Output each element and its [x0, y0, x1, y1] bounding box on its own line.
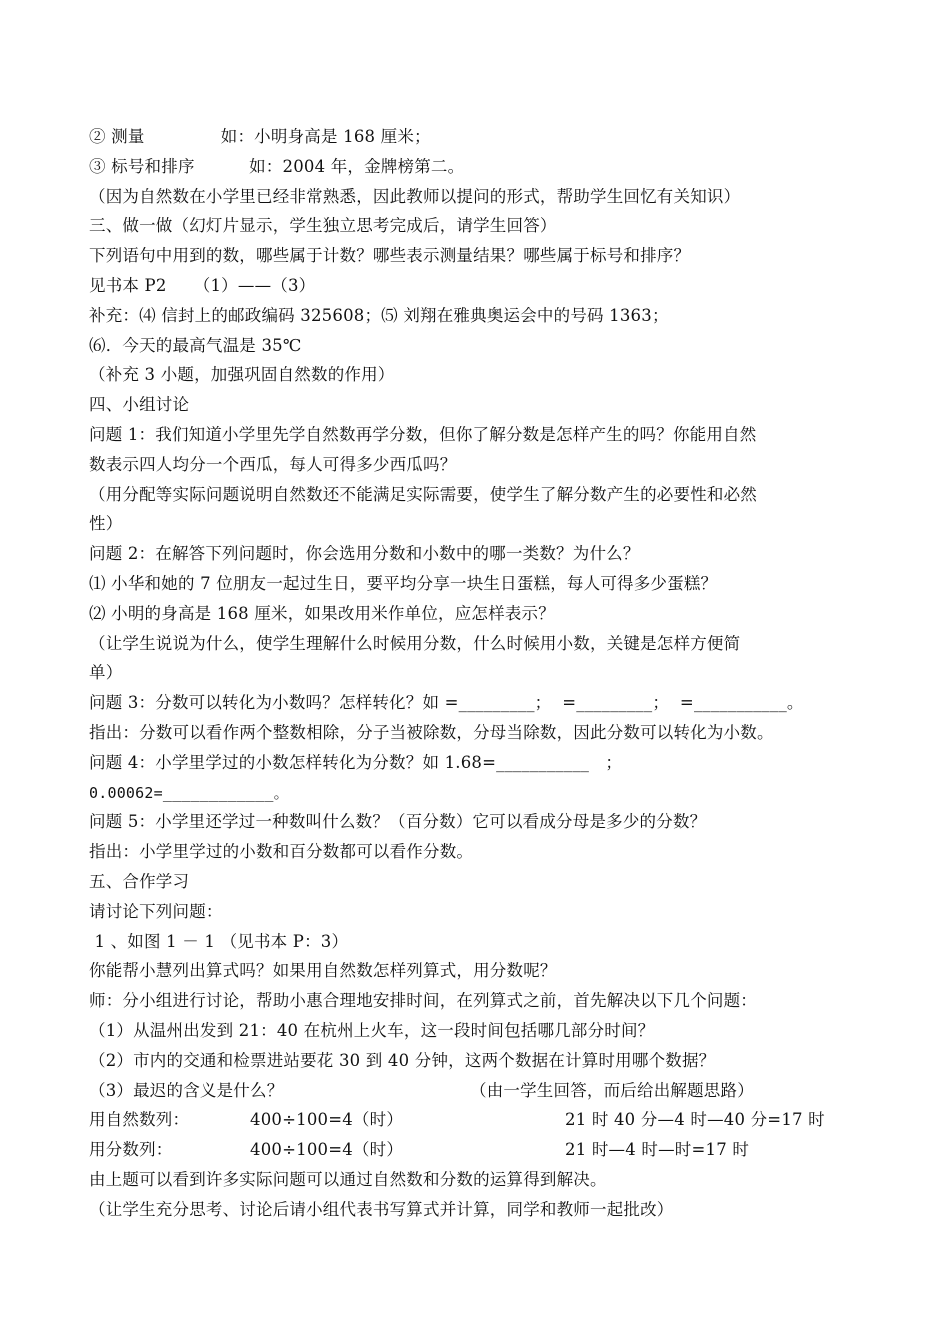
section-heading: 四、小组讨论	[89, 395, 190, 414]
formula: 400÷100=4（时）	[250, 1110, 404, 1129]
formula: 21 时—4 时—时=17 时	[565, 1140, 750, 1159]
text-line: （补充 3 小题，加强巩固自然数的作用）	[89, 365, 395, 384]
text-line: 问题 5：小学里还学过一种数叫什么数？（百分数）它可以看成分母是多少的分数？	[89, 812, 707, 831]
text-line: 下列语句中用到的数，哪些属于计数？哪些表示测量结果？哪些属于标号和排序？	[89, 246, 691, 265]
text-line: （用分配等实际问题说明自然数还不能满足实际需要，使学生了解分数产生的必要性和必然	[89, 485, 757, 504]
text-line: （3）最迟的含义是什么？	[89, 1081, 284, 1100]
text-line: 问题 3：分数可以转化为小数吗？怎样转化？如 =_________； =_________； =___________。	[89, 693, 804, 712]
text-line: 单）	[89, 663, 123, 682]
text-line: ② 测量 如：小明身高是 168 厘米；	[89, 127, 431, 146]
text-line: 问题 1：我们知道小学里先学自然数再学分数，但你了解分数是怎样产生的吗？你能用自然	[89, 425, 757, 444]
text-line: 补充：⑷ 信封上的邮政编码 325608；⑸ 刘翔在雅典奥运会中的号码 1363；	[89, 306, 669, 325]
text-line: （由一学生回答，而后给出解题思路）	[470, 1081, 754, 1100]
text-line: （因为自然数在小学里已经非常熟悉，因此教师以提问的形式，帮助学生回忆有关知识）	[89, 187, 741, 206]
text-line: 指出：分数可以看作两个整数相除，分子当被除数，分母当除数，因此分数可以转化为小数。	[89, 723, 774, 742]
text-line: 问题 4：小学里学过的小数怎样转化为分数？如 1.68=___________ ；	[89, 753, 623, 772]
text-line: 你能帮小慧列出算式吗？如果用自然数怎样列算式，用分数呢？	[89, 961, 557, 980]
text-line: 指出：小学里学过的小数和百分数都可以看作分数。	[89, 842, 474, 861]
text-line: 用自然数列：	[89, 1110, 190, 1129]
text-line: ③ 标号和排序 如：2004 年，金牌榜第二。	[89, 157, 465, 176]
text-line: ⑴ 小华和她的 7 位朋友一起过生日，要平均分享一块生日蛋糕，每人可得多少蛋糕？	[89, 574, 718, 593]
section-heading: 三、做一做（幻灯片显示，学生独立思考完成后，请学生回答）	[89, 216, 557, 235]
text-line: （让学生充分思考、讨论后请小组代表书写算式并计算，同学和教师一起批改）	[89, 1200, 674, 1219]
text-line: 见书本 P2 （1）——（3）	[89, 276, 316, 295]
text-line: 请讨论下列问题：	[89, 902, 223, 921]
text-line: ⑵ 小明的身高是 168 厘米，如果改用米作单位，应怎样表示？	[89, 604, 555, 623]
section-heading: 五、合作学习	[89, 872, 190, 891]
text-line: 用分数列：	[89, 1140, 173, 1159]
formula: 400÷100=4（时）	[250, 1140, 404, 1159]
text-line: （让学生说说为什么，使学生理解什么时候用分数，什么时候用小数，关键是怎样方便简	[89, 634, 741, 653]
text-line: ⑹．今天的最高气温是 35℃	[89, 336, 302, 355]
text-line: 师：分小组进行讨论，帮助小惠合理地安排时间，在列算式之前，首先解决以下几个问题：	[89, 991, 757, 1010]
text-line: （1）从温州出发到 21：40 在杭州上火车，这一段时间包括哪几部分时间？	[89, 1021, 655, 1040]
text-line: 问题 2：在解答下列问题时，你会选用分数和小数中的哪一类数？为什么？	[89, 544, 640, 563]
text-line: 0.00062=____________。	[89, 784, 289, 802]
formula: 21 时 40 分—4 时—40 分=17 时	[565, 1110, 825, 1129]
text-line: 1 、如图 1 － 1 （见书本 P：3）	[89, 932, 349, 951]
text-line: （2）市内的交通和检票进站要花 30 到 40 分钟，这两个数据在计算时用哪个数据？	[89, 1051, 716, 1070]
text-line: 性）	[89, 514, 123, 533]
text-line: 由上题可以看到许多实际问题可以通过自然数和分数的运算得到解决。	[89, 1170, 607, 1189]
text-line: 数表示四人均分一个西瓜，每人可得多少西瓜吗？	[89, 455, 457, 474]
